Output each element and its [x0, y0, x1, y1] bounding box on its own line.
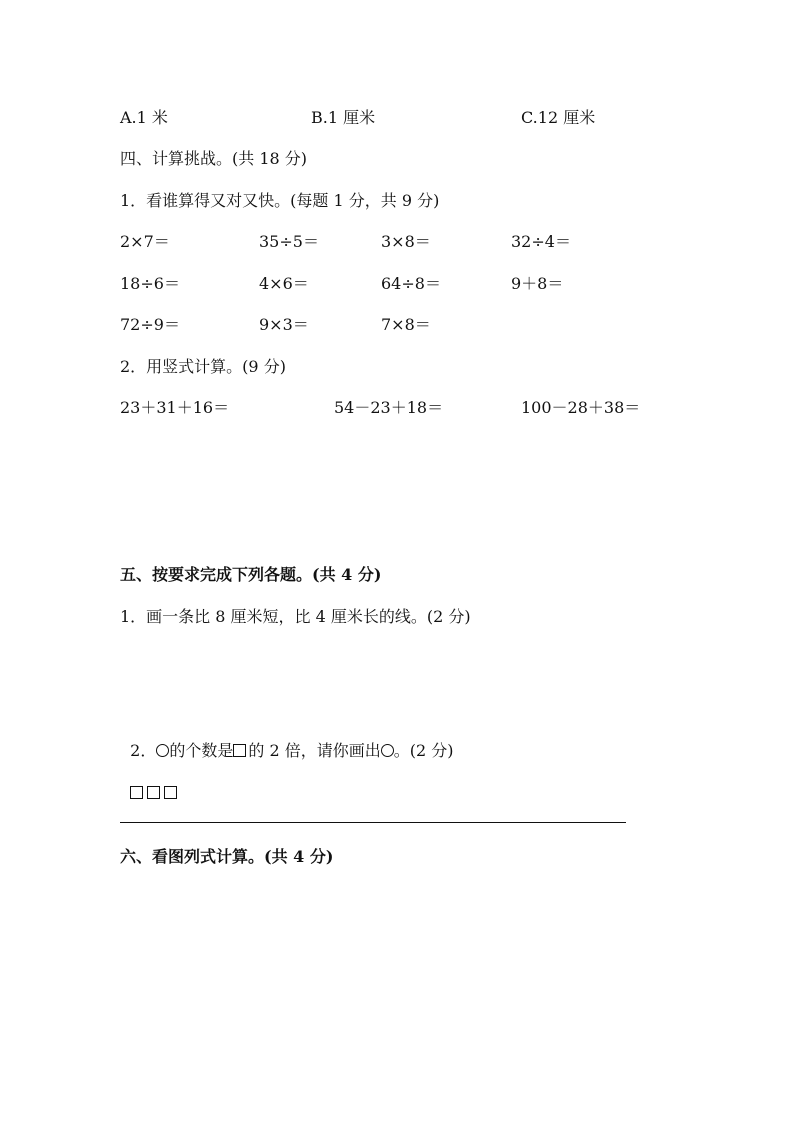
calc-item: 9＋8＝ [511, 274, 564, 293]
q2-text-1: 的个数是 [169, 741, 234, 760]
section5-q2 [120, 721, 454, 761]
circle-icon [156, 744, 169, 757]
given-squares [120, 763, 181, 803]
choice-b: B.1 厘米 [311, 108, 376, 127]
calc-item: 72÷9＝ [120, 315, 180, 334]
calc-item: 18÷6＝ [120, 274, 180, 293]
vertical-calc-item: 54－23＋18＝ [334, 398, 444, 417]
square-icon [147, 786, 160, 799]
q2-text-2: 的 2 倍，请你画出 [248, 741, 381, 760]
section5-q1: 1．画一条比 8 厘米短，比 4 厘米长的线。(2 分) [120, 607, 471, 626]
q2-text-3: 。(2 分) [393, 741, 454, 760]
square-icon [164, 786, 177, 799]
calc-item: 4×6＝ [259, 274, 309, 293]
calc-item: 9×3＝ [259, 315, 309, 334]
section4-q1: 1．看谁算得又对又快。(每题 1 分，共 9 分) [120, 191, 440, 210]
calc-item: 32÷4＝ [511, 232, 571, 251]
section4-title: 四、计算挑战。(共 18 分) [120, 149, 308, 168]
vertical-calc-item: 100－28＋38＝ [521, 398, 641, 417]
calc-item: 3×8＝ [381, 232, 431, 251]
answer-line[interactable] [120, 822, 626, 823]
vertical-calc-item: 23＋31＋16＝ [120, 398, 230, 417]
choice-c: C.12 厘米 [521, 108, 596, 127]
calc-item: 64÷8＝ [381, 274, 441, 293]
section6-title: 六、看图列式计算。(共 4 分) [120, 847, 334, 866]
circle-icon [381, 744, 394, 757]
square-icon [233, 744, 246, 757]
square-icon [130, 786, 143, 799]
calc-item: 7×8＝ [381, 315, 431, 334]
section4-q2: 2．用竖式计算。(9 分) [120, 357, 286, 376]
calc-item: 2×7＝ [120, 232, 170, 251]
q2-number: 2． [130, 741, 157, 760]
choice-a: A.1 米 [120, 108, 168, 127]
section5-title: 五、按要求完成下列各题。(共 4 分) [120, 565, 382, 584]
calc-item: 35÷5＝ [259, 232, 319, 251]
